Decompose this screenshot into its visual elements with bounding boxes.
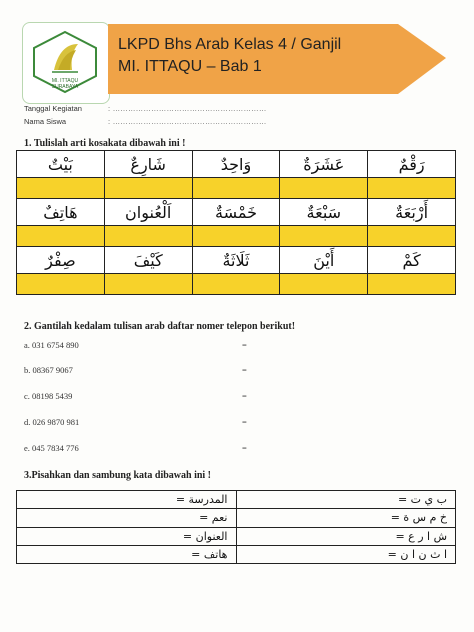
name-label: Nama Siswa — [24, 117, 67, 126]
join-cell[interactable]: المدرسة = — [17, 491, 237, 509]
answer-row — [17, 274, 456, 295]
answer-row — [17, 226, 456, 247]
phone-answer-e[interactable]: = — [242, 443, 247, 453]
join-cell[interactable]: العنوان = — [17, 527, 237, 545]
name-field[interactable]: : …………………………………………………… — [108, 117, 267, 126]
answer-cell[interactable] — [192, 274, 280, 295]
section1-title: 1. Tulislah arti kosakata dibawah ini ! — [24, 138, 186, 149]
answer-cell[interactable] — [368, 178, 456, 199]
section2-title: 2. Gantilah kedalam tulisan arab daftar nomer telepon berikut! — [24, 321, 296, 332]
answer-cell[interactable] — [104, 274, 192, 295]
vocab-row — [17, 247, 456, 274]
phone-item-b: b. 08367 9067 — [24, 365, 73, 375]
vocabulary-table — [16, 150, 456, 295]
split-row — [17, 491, 456, 509]
answer-cell[interactable] — [17, 178, 105, 199]
vocab-word: شَارِعٌ — [104, 151, 192, 178]
vocab-word: اَلْعُنوان — [104, 199, 192, 226]
split-row — [17, 527, 456, 545]
answer-cell[interactable] — [280, 274, 368, 295]
vocab-word: وَاحِدٌ — [192, 151, 280, 178]
logo-caption-line1: MI. ITTAQU — [51, 78, 79, 84]
answer-cell[interactable] — [192, 178, 280, 199]
answer-row — [17, 178, 456, 199]
split-cell[interactable]: ش ا ر ع = — [236, 527, 456, 545]
phone-item-c: c. 08198 5439 — [24, 391, 73, 401]
split-row — [17, 509, 456, 527]
split-join-table — [16, 490, 456, 564]
logo-caption-line2: SURABAYA — [51, 84, 79, 90]
answer-cell[interactable] — [104, 226, 192, 247]
split-cell[interactable]: خ م س ة = — [236, 509, 456, 527]
section3-title: 3.Pisahkan dan sambung kata dibawah ini ! — [24, 470, 212, 481]
phone-answer-a[interactable]: = — [242, 340, 247, 350]
answer-cell[interactable] — [17, 274, 105, 295]
split-cell[interactable]: ا ث ن ا ن = — [236, 545, 456, 563]
answer-cell[interactable] — [17, 226, 105, 247]
vocab-word: رَقْمٌ — [368, 151, 456, 178]
vocab-word: أَيْنَ — [280, 247, 368, 274]
document-title: LKPD Bhs Arab Kelas 4 / Ganjil — [118, 36, 342, 53]
vocab-word: صِفْرٌ — [17, 247, 105, 274]
vocab-word: أَرْبَعَةٌ — [368, 199, 456, 226]
phone-answer-b[interactable]: = — [242, 365, 247, 375]
phone-item-e: e. 045 7834 776 — [24, 443, 79, 453]
logo-caption — [30, 78, 100, 90]
phone-answer-d[interactable]: = — [242, 417, 247, 427]
answer-cell[interactable] — [280, 226, 368, 247]
vocab-word: عَشَرَةٌ — [280, 151, 368, 178]
vocab-word: سَبْعَةٌ — [280, 199, 368, 226]
vocab-word: بَيْتٌ — [17, 151, 105, 178]
answer-cell[interactable] — [368, 274, 456, 295]
vocab-word: خَمْسَةٌ — [192, 199, 280, 226]
vocab-word: ثَلَاثَةٌ — [192, 247, 280, 274]
answer-cell[interactable] — [280, 178, 368, 199]
join-cell[interactable]: هاتف = — [17, 545, 237, 563]
phone-item-d: d. 026 9870 981 — [24, 417, 80, 427]
vocab-word: كَمْ — [368, 247, 456, 274]
join-cell[interactable]: نعم = — [17, 509, 237, 527]
document-subtitle: MI. ITTAQU – Bab 1 — [118, 58, 262, 75]
split-row — [17, 545, 456, 563]
split-cell[interactable]: ب ي ت = — [236, 491, 456, 509]
date-label: Tanggal Kegiatan — [24, 104, 82, 113]
answer-cell[interactable] — [368, 226, 456, 247]
phone-item-a: a. 031 6754 890 — [24, 340, 79, 350]
vocab-row — [17, 151, 456, 178]
vocab-word: كَيْفَ — [104, 247, 192, 274]
vocab-row — [17, 199, 456, 226]
answer-cell[interactable] — [192, 226, 280, 247]
vocab-word: هَاتِفٌ — [17, 199, 105, 226]
phone-answer-c[interactable]: = — [242, 391, 247, 401]
answer-cell[interactable] — [104, 178, 192, 199]
date-field[interactable]: : …………………………………………………… — [108, 104, 267, 113]
